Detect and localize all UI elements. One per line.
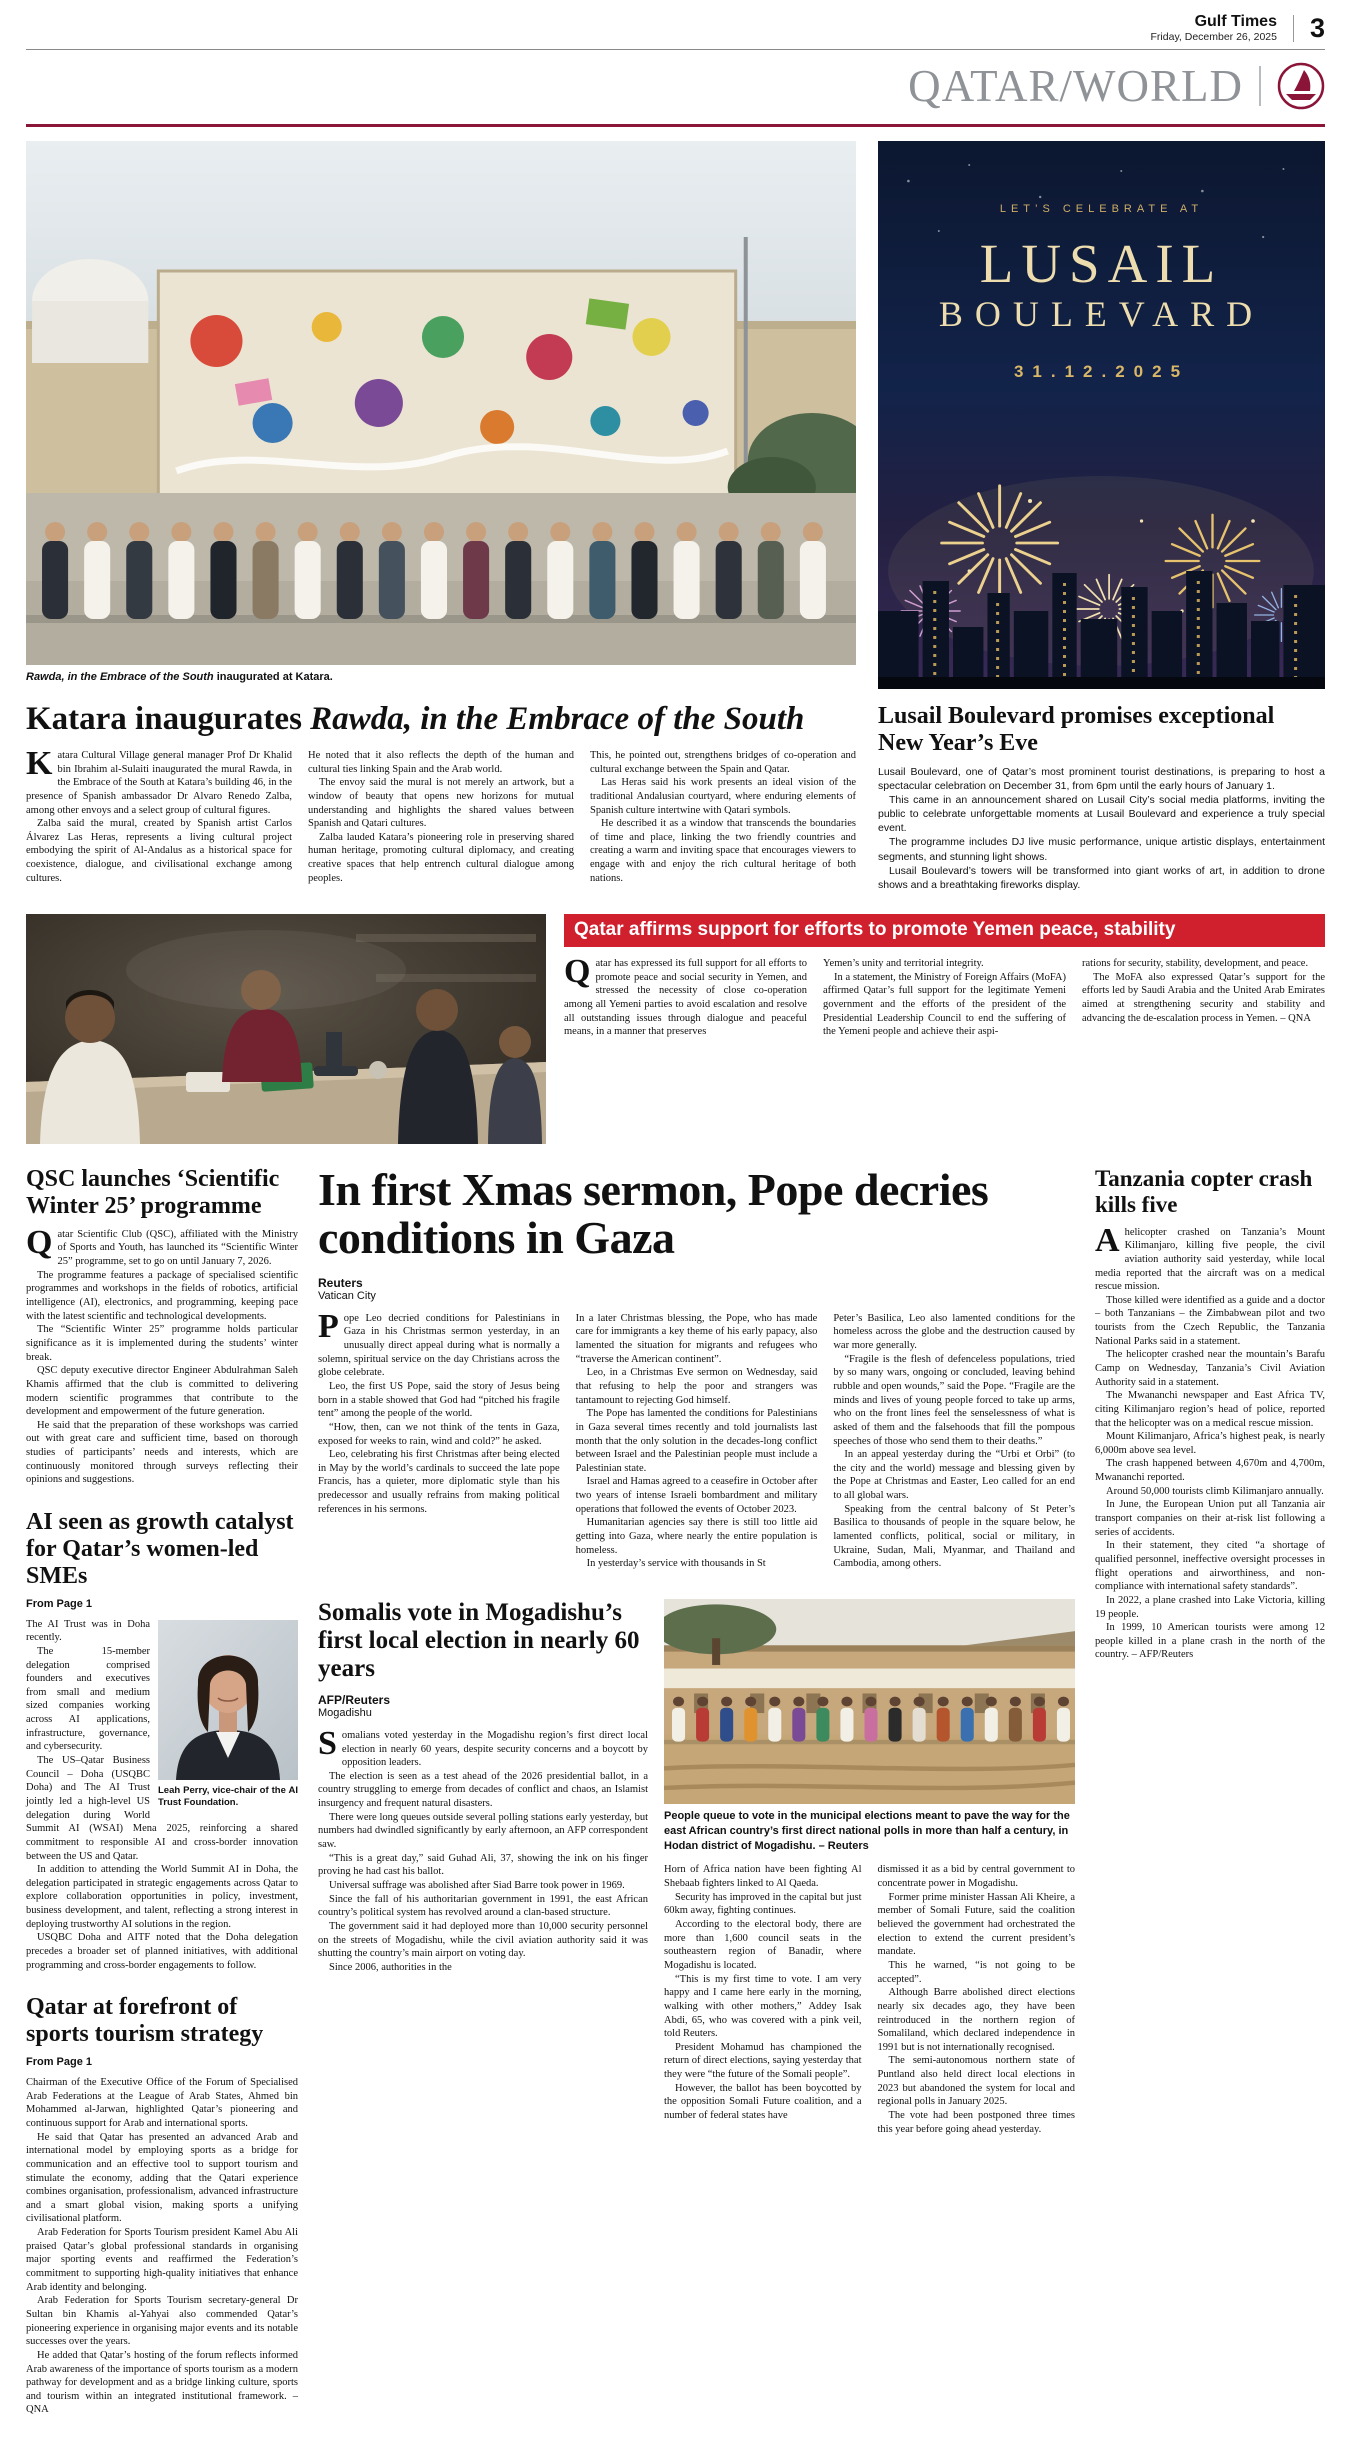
ai-headline: AI seen as growth catalyst for Qatar’s women-led SMEs <box>26 1509 294 1589</box>
leah-perry-caption: Leah Perry, vice-chair of the AI Trust Foundation. <box>158 1784 298 1809</box>
somalis-columns <box>664 1863 1075 2136</box>
somalis-left <box>318 1599 648 2136</box>
paragraph: QSC deputy executive director Engineer Abdulrahman Saleh Khamis affirmed that the club is committed to delivering modern scientific programmes that contribute to the development and empowerment of the future generation. <box>26 1365 298 1418</box>
paragraph: In a statement, the Ministry of Foreign Affairs (MoFA) affirmed Qatar’s full support for the legitimate Yemeni government and the efforts of the president of the Presidential Leadership Council to end the suffering of the Yemeni people and achieve their aspi- <box>823 971 1066 1038</box>
paragraph: He said that Qatar has presented an advanced Arab and international model by employing sports as a bridge for communication and an effective tool to support tourism and stimulate the economy, adding that the Qatari experience combines organisation, professionalism, advanced infrastructure and a smart global vision, making sports a unifying civilisational platform. <box>26 2131 298 2225</box>
paragraph: The AI Trust was in Doha recently. <box>26 1618 150 1644</box>
paragraph: The programme includes DJ live music performance, unique artistic displays, entertainment segments, and stunning light shows. <box>878 836 1325 863</box>
dhow-icon <box>1277 62 1325 110</box>
middle-row <box>26 914 1325 1144</box>
paragraph: dismissed it as a bid by central government to concentrate power in Mogadishu. <box>877 1864 1075 1890</box>
paragraph: Yemen’s unity and territorial integrity. <box>823 957 984 969</box>
paragraph: In 2022, a plane crashed into Lake Victoria, killing 19 people. <box>1095 1594 1325 1620</box>
paragraph: Katara Cultural Village general manager Prof Dr Khalid bin Ibrahim al-Sulaiti inaugurated the mural Rawda, in the Embrace of the South at Katara’s building 46, in the presence of Spanish ambassador Dr Alvaro Renedo Zalba, among other envoys and a select group of cultural figures. <box>26 744 292 816</box>
paragraph: The “Scientific Winter 25” programme holds particular significance as it is implemented during the students’ winter break. <box>26 1324 298 1363</box>
paragraph: Lusail Boulevard’s towers will be transformed into giant works of art, in addition to drone shows and a breathtaking fireworks display. <box>878 864 1325 891</box>
article-column <box>308 749 574 885</box>
article-pope <box>318 1166 1075 1571</box>
paragraph: Chairman of the Executive Office of the Forum of Specialised Arab Federations at the League of Arab States, Ahmed bin Mohammed al-Jarwan, highlighted Qatar’s pioneering and continuous support for Arab and international sports. <box>26 2077 298 2129</box>
center-column <box>318 1166 1075 2417</box>
qsc-headline: QSC launches ‘Scientific Winter 25’ programme <box>26 1166 280 1219</box>
qsc-workshop-photo <box>26 914 546 1144</box>
paragraph: Security has improved in the capital but just 60km away, fighting continues. <box>664 1891 862 1917</box>
article-column <box>878 1863 1076 2136</box>
paragraph: “This is a great day,” said Guhad Ali, 37, showing the ink on his finger proving he had cast his ballot. <box>318 1852 648 1878</box>
article-column <box>26 744 292 885</box>
paragraph: The election is seen as a test ahead of the 2026 presidential ballot, in a country struggling to emerge from decades of conflict and chaos, an Islamist insurgency and frequent natural disasters. <box>318 1770 648 1810</box>
byline <box>318 1276 1075 1302</box>
paragraph: Pope Leo decried conditions for Palestinians in Gaza in his Christmas sermon yesterday, in an unusually direct appeal during what is normally a solemn, spiritual service on the day Christians across the globe celebrate. <box>318 1307 560 1379</box>
katara-headline: Katara inaugurates Rawda, in the Embrace of the South <box>26 700 805 737</box>
paragraph: Las Heras said his work presents an ideal vision of the traditional Andalusian courtyard, where enduring elements of Spanish culture intertwine with Qatari symbols. <box>590 777 856 816</box>
section-title: QATAR/WORLD <box>908 60 1243 111</box>
paragraph: “Fragile is the flesh of defenceless populations, tried by so many wars, ongoing or concluded, leaving behind rubble and open wounds,” said the Pope. “Fragile are the minds and lives of young people forced to take up arms, who on the front lines feel the senselessness of what is asked of them and the falsehoods that fill the pompous speeches of those who send them to their deaths.” <box>833 1353 1076 1447</box>
paragraph: In their statement, they cited “a shortage of qualified personnel, ineffective oversight processes in flight operations and airworthiness, and non-compliance with international safety standards”. <box>1095 1540 1325 1593</box>
top-row <box>26 141 1325 892</box>
article-tanzania <box>1095 1166 1325 1662</box>
paragraph: Leo, celebrating his first Christmas after being elected in May by the world’s cardinals to succeed the late pope Francis, has a quieter, more diplomatic style than his predecessor and usually refrains from making political references in his sermons. <box>318 1449 560 1515</box>
paragraph: Peter’s Basilica, Leo also lamented conditions for the homeless across the globe and the destruction caused by war more generally. <box>833 1312 1076 1352</box>
article-column <box>823 957 1066 1039</box>
paragraph: The MoFA also expressed Qatar’s support for the efforts led by Saudi Arabia and the United Arab Emirates aimed at strengthening security and stability and advancing the de-escalation process in Yemen. – QNA <box>1082 971 1325 1024</box>
paragraph: However, the ballot has been boycotted by the opposition Somali Future coalition, and a number of federal states have <box>664 2082 862 2121</box>
paragraph: The 15-member delegation comprised founders and executives from small and medium sized companies working across AI applications, infrastructure, governance, and cybersecurity. <box>26 1645 150 1753</box>
paragraph: In 1999, 10 American tourists were among 12 people killed in a plane crash in the north of the country. – AFP/Reuters <box>1095 1622 1325 1661</box>
ad-date: 31.12.2025 <box>1013 361 1190 381</box>
paragraph: In a later Christmas blessing, the Pope, who has made care for immigrants a key theme of his early papacy, also lamented the situation for migrants and refugees who “traverse the American continent”. <box>575 1312 818 1365</box>
paragraph: Universal suffrage was abolished after Siad Barre took power in 1969. <box>329 1879 625 1891</box>
article-text <box>26 1223 298 1487</box>
mogadishu-queue-photo <box>664 1599 1075 1804</box>
left-column <box>26 1166 298 2417</box>
paragraph: “How, then, can we not think of the tents in Gaza, exposed for weeks to rain, wind and cold?” he asked. <box>318 1421 560 1447</box>
mogadishu-figure <box>664 1599 1075 1854</box>
paragraph: This came in an announcement shared on Lusail City’s social media platforms, inviting the public to celebrate unforgettable moments at Lusail Boulevard and experience a truly special event. <box>878 793 1325 835</box>
article-katara <box>26 701 856 886</box>
paragraph: This he warned, “is not going to be accepted”. <box>877 1959 1075 1985</box>
paragraph: Arab Federation for Sports Tourism president Kamel Abu Ali praised Qatar’s global professional standards in organising major sporting events and reaffirmed the Federation’s commitment to supporting high-quality initiatives that enhance Arab identity and belonging. <box>26 2227 298 2293</box>
article-column <box>564 952 807 1039</box>
byline <box>318 1693 648 1719</box>
issue-date: Friday, December 26, 2025 <box>1150 30 1277 43</box>
paragraph: Arab Federation for Sports Tourism secretary-general Dr Sultan bin Khamis al-Yahyai also commended Qatar’s pioneering experience in organising major events and its notable successes over the years. <box>26 2295 298 2348</box>
byline-location: Vatican City <box>318 1289 376 1302</box>
paragraph: Leo, in a Christmas Eve sermon on Wednesday, said that refusing to help the poor and strangers was tantamount to rejecting God himself. <box>575 1367 818 1406</box>
article-ai <box>26 1509 298 1972</box>
article-text <box>1095 1221 1325 1663</box>
article-column <box>318 1307 560 1571</box>
masthead <box>26 14 1325 50</box>
article-sports <box>26 1994 298 2417</box>
paragraph: The Pope has lamented the conditions for Palestinians in Gaza several times recently and told journalists last month that the only solution in the decades-long conflict between Israel and the Palestinian people must include a Palestinian state. <box>575 1408 818 1474</box>
paragraph: Qatar has expressed its full support for all efforts to promote peace and social security in Yemen, and stressed the necessity of close co-operation among all Yemeni parties to avoid escalation and resolve all outstanding issues through dialogue and peaceful means, in a manner that preserves <box>564 952 807 1038</box>
paragraph: The Mwananchi newspaper and East Africa TV, citing Kilimanjaro region’s head of police, reported that the helicopter was on a medical rescue mission. <box>1095 1390 1325 1429</box>
paragraph: The helicopter crashed near the mountain’s Barafu Camp on Wednesday, Tanzania’s Civil Aviation Authority said in a statement. <box>1095 1349 1325 1388</box>
paragraph: Somalians voted yesterday in the Mogadishu region’s first direct local election in nearly 60 years, despite security concerns and a boycott by opposition leaders. <box>318 1724 648 1769</box>
byline-agency: Reuters <box>318 1275 363 1290</box>
paragraph: Since 2006, authorities in the <box>329 1961 452 1973</box>
right-rail <box>878 141 1325 892</box>
paragraph: He described it as a window that transcends the boundaries of time and place, linking the two friendly countries and creating a warm and inviting space that encourages viewers to engage with and enjoy the rich cultural heritage of both nations. <box>590 818 856 884</box>
paragraph: Lusail Boulevard, one of Qatar’s most prominent tourist destinations, is preparing to host a spectacular celebration on December 31, from 6pm until the early hours of January 1. <box>878 765 1325 792</box>
paragraph: The envoy said the mural is not merely an artwork, but a window of beauty that opens new horizons for mutual understanding and highlights the shared values between Spanish and Qatari cultures. <box>308 777 574 830</box>
article-somalis <box>318 1599 1075 2136</box>
right-column <box>1095 1166 1325 2417</box>
paragraph: President Mohamud has championed the return of direct elections, saying yesterday that they were “the future of the Somali people”. <box>664 2041 862 2081</box>
paragraph: rations for security, stability, development, and peace. <box>1082 957 1309 969</box>
article-column <box>664 1863 862 2136</box>
article-column <box>576 1312 818 1571</box>
paragraph: The US–Qatar Business Council – Doha (USQBC Doha) and The AI Trust jointly led a high-level US delegation during World Summit AI (WSAI) Mena 2025, reinforcing a shared commitment to responsible AI and cross-border innovation between the US and Qatar. <box>26 1755 298 1862</box>
somalis-headline: Somalis vote in Mogadishu’s first local election in nearly 60 years <box>318 1598 640 1682</box>
article-column <box>318 1724 648 1975</box>
lead-figure <box>26 141 856 685</box>
paragraph: Former prime minister Hassan Ali Kheire, a member of Somali Future, said the coalition believed the government had orchestrated the election to extend the current president’s mandate. <box>877 1891 1075 1958</box>
paragraph: Qatar Scientific Club (QSC), affiliated with the Ministry of Sports and Youth, has launched its “Scientific Winter 25” programme, set to go on until January 7, 2026. <box>26 1223 298 1268</box>
ai-body <box>26 1618 298 1973</box>
paragraph: USQBC Doha and AITF noted that the Doha delegation precedes a broader set of planned initiatives, with additional programming and cross-border engagements to follow. <box>26 1932 298 1971</box>
paragraph: Around 50,000 tourists climb Kilimanjaro annually. <box>1106 1485 1324 1497</box>
paragraph: Zalba said the mural, created by Spanish artist Carlos Álvarez Las Heras, represents a living cultural project embodying the spirit of Al-Andalus as a historical space for coexistence, dialogue, and civilisational exchange among cultures. <box>26 818 292 884</box>
paragraph: He added that Qatar’s hosting of the forum reflects informed Arab awareness of the importance of sports tourism as a modern pathway for development and as a bridge linking culture, sports and tourism within an integrated institutional framework. – QNA <box>26 2349 298 2416</box>
paragraph: This, he pointed out, strengthens bridges of co-operation and cultural exchange between the Spain and Qatar. <box>590 749 856 775</box>
sports-headline: Qatar at forefront of sports tourism strategy <box>26 1994 264 2048</box>
somalis-grid <box>318 1599 1075 2136</box>
leah-perry-figure <box>158 1620 298 1811</box>
paragraph: Leo, the first US Pope, said the story of Jesus being born in a stable showed that God had “pitched his fragile tent” among the people of the world. <box>318 1380 560 1420</box>
katara-columns <box>26 744 856 885</box>
paragraph: Humanitarian agencies say there is still too little aid getting into Gaza, where nearly the entire population is homeless. <box>575 1517 818 1556</box>
paragraph: He said that the preparation of these workshops was carried out with great care and sufficient time, based on thorough studies of participants’ needs and interests, which are continuously monitored through surveys reflecting their opinions and suggestions. <box>26 1419 298 1486</box>
ad-copy <box>878 141 1325 382</box>
from-page-kicker: From Page 1 <box>26 1597 93 1610</box>
paragraph: Zalba lauded Katara’s pioneering role in preserving shared human heritage, promoting cultural diplomacy, and creating creative spaces that help entrench cultural dialogue among peoples. <box>308 831 574 884</box>
article-lusail <box>878 703 1325 892</box>
paragraph: In June, the European Union put all Tanzania air transport companies on their at-risk list following a series of accidents. <box>1095 1499 1325 1538</box>
lusail-headline: Lusail Boulevard promises exceptional New Year’s Eve <box>878 702 1275 756</box>
pope-headline: In first Xmas sermon, Pope decries conditions in Gaza <box>318 1164 989 1263</box>
paragraph: Horn of Africa nation have been fighting Al Shebaab fighters linked to Al Qaeda. <box>664 1864 862 1890</box>
section-rule <box>26 124 1325 127</box>
leah-perry-photo <box>158 1620 298 1780</box>
lusail-boulevard-ad <box>878 141 1325 689</box>
lead-photo-caption <box>26 665 856 685</box>
paragraph: The vote had been postponed three times this year before going ahead yesterday. <box>877 2109 1075 2135</box>
banner-divider <box>1259 66 1261 106</box>
paragraph: He noted that it also reflects the depth of the human and cultural ties linking Spain and the Arab world. <box>308 749 574 775</box>
ad-title-boulevard: BOULEVARD <box>938 293 1265 334</box>
paragraph: The semi-autonomous northern state of Puntland also held direct local elections in 2023 but abandoned the system for local and regional polls in January 2025. <box>877 2055 1075 2108</box>
katara-mural-photo <box>26 141 856 665</box>
paragraph: “This is my first time to vote. I am very happy and I came here early in the morning, walking with other mothers,” Addey Isak Abdi, 65, who was covered with a pink veil, told Reuters. <box>664 1973 862 2040</box>
article-text <box>26 2076 298 2417</box>
paragraph: Although Barre abolished direct elections nearly six decades ago, they have been reintroduced in the northern region of Somaliland, which declared independence in 1991 but is not internationally recognised. <box>877 1987 1075 2053</box>
article-yemen <box>564 914 1325 1144</box>
from-page-kicker: From Page 1 <box>26 2056 93 2069</box>
paragraph: In an appeal yesterday during the “Urbi et Orbi” (to the city and the world) message and blessing given by the Pope at Christmas and Easter, Leo called for an end to all global wars. <box>833 1449 1076 1502</box>
paragraph: There were long queues outside several polling stations early yesterday, but numbers had dwindled significantly by early afternoon, an AFP correspondent saw. <box>318 1811 648 1851</box>
paragraph: Speaking from the central balcony of St Peter’s Basilica to thousands of people in the square below, he lamented conflicts, political, social or military, in Ukraine, Sudan, Mali, Myanmar, and Thailand and Cambodia, among others. <box>833 1503 1076 1570</box>
caption-rest: inaugurated at Katara. <box>213 670 333 683</box>
somalis-right <box>664 1599 1075 2136</box>
section-banner <box>26 50 1325 124</box>
paragraph: The programme features a package of specialised scientific programmes and workshops in the fields of robotics, artificial intelligence (AI), electronics, and programming, keeping pace with the latest scientific and technological developments. <box>26 1269 298 1322</box>
paragraph: Israel and Hamas agreed to a ceasefire in October after two years of intense Israeli bombardment and military operations that followed the events of October 2023. <box>575 1476 818 1515</box>
article-text <box>878 765 1325 893</box>
article-qsc <box>26 1166 298 1487</box>
paragraph: Mount Kilimanjaro, Africa’s highest peak, is nearly 6,000m above sea level. <box>1095 1431 1325 1456</box>
paragraph: Ahelicopter crashed on Tanzania’s Mount Kilimanjaro, killing five people, the civil aviation authority said yesterday, while local media reported that the aircraft was on a medical rescue mission. <box>1095 1221 1325 1293</box>
yemen-columns <box>564 952 1325 1039</box>
ad-tagline: LET’S CELEBRATE AT <box>999 202 1204 215</box>
yemen-headline: Qatar affirms support for efforts to promote Yemen peace, stability <box>564 914 1325 947</box>
paragraph: The government said it had deployed more than 10,000 security personnel on the streets of Mogadishu, while the civil aviation authority said it was shutting the country’s main airport on voting day. <box>318 1920 648 1960</box>
paragraph: Those killed were identified as a guide and a doctor – both Tanzanians – the Zimbabwean pilot and two tourists from the Czech Republic, the Tanzania National Parks said in a statement. <box>1095 1294 1325 1347</box>
mogadishu-photo-caption: People queue to vote in the municipal elections meant to pave the way for the east African country’s first direct national polls in more than half a century, in Hodan district of Mogadishu. – Reuters <box>664 1809 1070 1852</box>
paragraph: In yesterday’s service with thousands in St <box>586 1558 766 1570</box>
byline-location: Mogadishu <box>318 1706 372 1719</box>
lead-story-block <box>26 141 856 892</box>
paragraph: In addition to attending the World Summit AI in Doha, the delegation participated in strategic engagements across Qatar to explore collaboration opportunities in policy, investment, business development, and talent, reflecting a strong interest in deploying trustworthy AI solutions in the region. <box>26 1864 298 1930</box>
bottom-grid <box>26 1166 1325 2417</box>
article-column <box>833 1312 1075 1571</box>
paragraph: Since the fall of his authoritarian government in 1991, the east African country’s political system has revolved around a clan-based structure. <box>318 1893 648 1919</box>
paper-info <box>1151 14 1277 43</box>
paragraph: The crash happened between 4,670m and 4,700m, Mwananchi reported. <box>1095 1458 1325 1484</box>
ad-title-lusail: LUSAIL <box>979 232 1224 294</box>
paragraph: According to the electoral body, there are more than 1,600 council seats in the southeastern region of Banadir, where Mogadishu is located. <box>664 1919 862 1971</box>
article-column <box>590 749 856 885</box>
byline-agency: AFP/Reuters <box>318 1692 391 1707</box>
article-column <box>1082 957 1325 1039</box>
pope-columns <box>318 1307 1076 1571</box>
caption-italic: Rawda, in the Embrace of the South <box>26 670 214 683</box>
page-number: 3 <box>1293 15 1325 42</box>
tanzania-headline: Tanzania copter crash kills five <box>1095 1166 1313 1217</box>
paper-name: Gulf Times <box>1194 13 1277 30</box>
